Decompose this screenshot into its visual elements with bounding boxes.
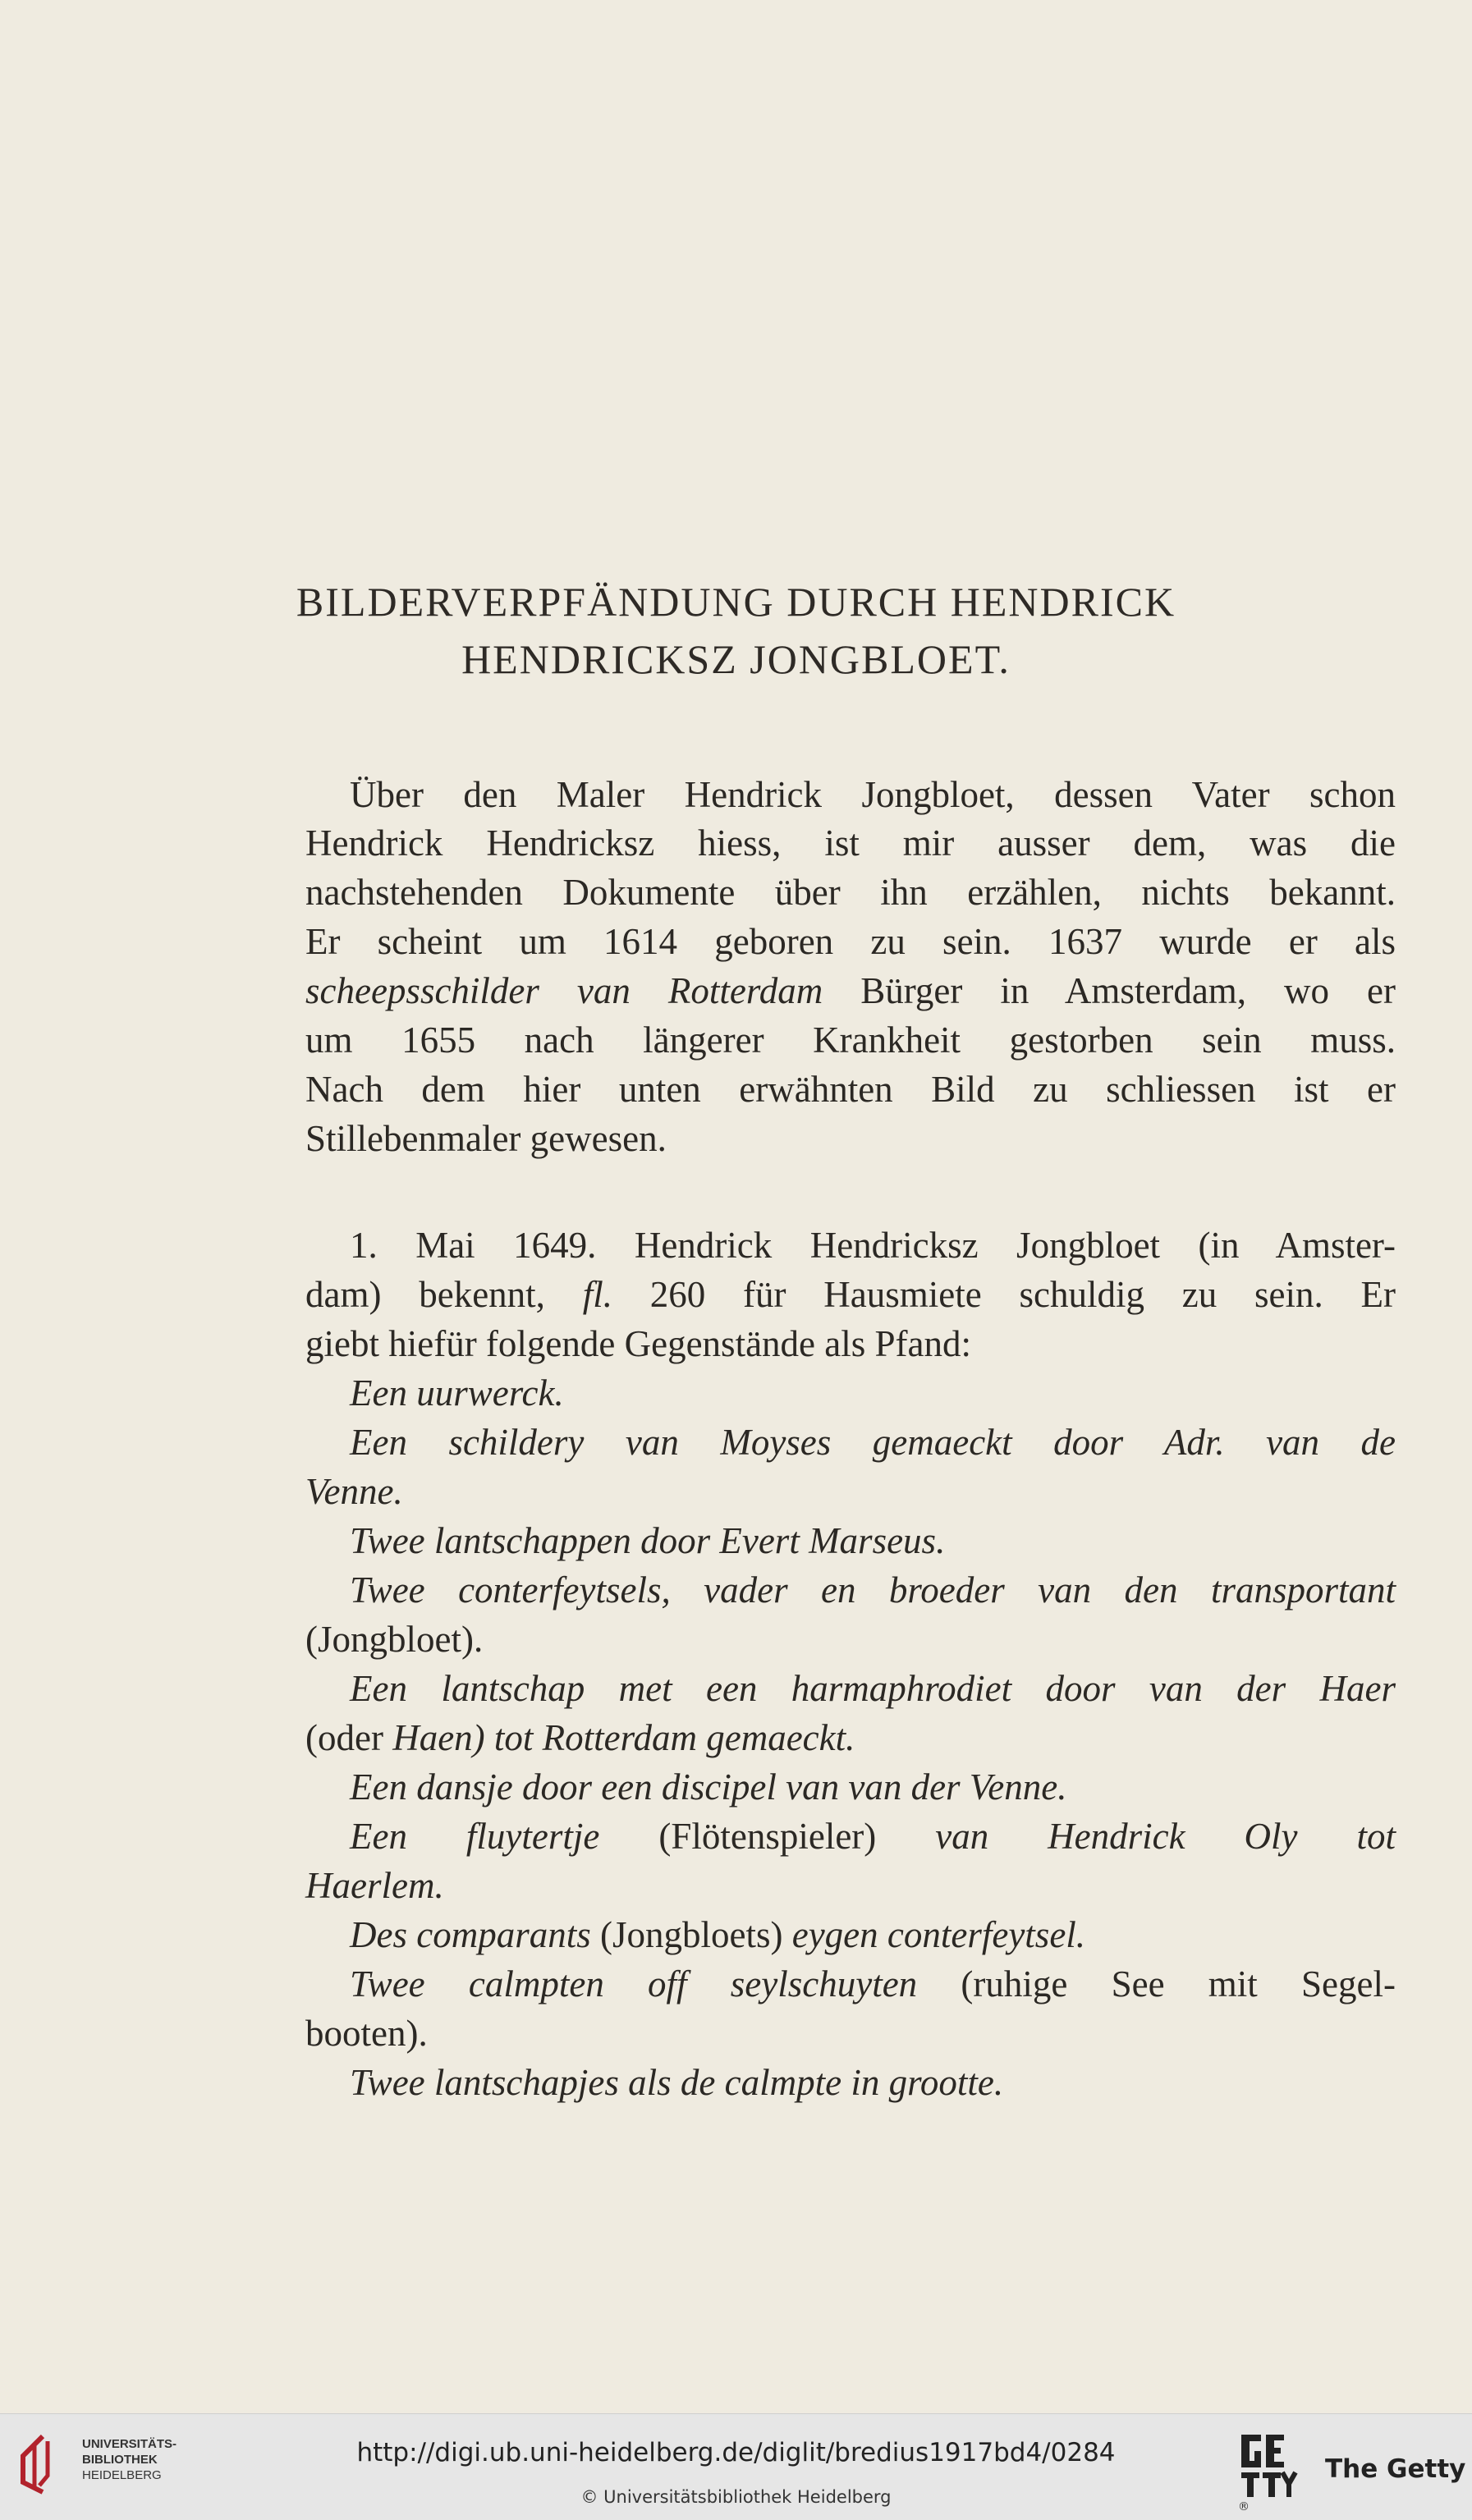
item-text: Haen) — [392, 1717, 485, 1758]
item-line — [305, 1959, 1396, 2009]
ub-name-line: BIBLIOTHEK — [82, 2453, 158, 2467]
para1-line: Er scheint um 1614 geboren zu sein. 1637 wurde er als — [305, 921, 1396, 962]
item-line: (Jongbloet). — [305, 1619, 484, 1660]
item-text: Een fluytertje — [350, 1816, 600, 1857]
title-line-2: HENDRICKSZ JONGBLOET. — [461, 636, 1011, 682]
para1-line: nachstehenden Dokumente über ihn erzählen, nichts bekannt. — [305, 872, 1396, 913]
item-line — [305, 1467, 1396, 1516]
item-text: tot Rotterdam gemaeckt. — [484, 1717, 855, 1758]
item-line — [305, 1713, 1396, 1762]
item-text: Een dansje door een discipel van van der Venne. — [350, 1766, 1067, 1808]
para1-line: Nach dem hier unten erwähnten Bild zu schliessen ist er — [305, 1069, 1396, 1110]
para1-line — [305, 966, 1396, 1015]
title-line-1: BILDERVERPFÄNDUNG DURCH HENDRICK — [296, 579, 1176, 625]
item-text: Een lantschap met een harmaphrodiet door van der Haer — [350, 1668, 1396, 1709]
registered-mark: ® — [1238, 2500, 1250, 2513]
item-line — [305, 1910, 1396, 1959]
para1-text: Bürger in Amsterdam, wo er — [823, 970, 1396, 1011]
item-text: Twee lantschappen door Evert Marseus. — [350, 1520, 946, 1561]
item-text: Haerlem. — [305, 1865, 444, 1906]
para2-text: 260 für Hausmiete schuldig zu sein. Er — [612, 1274, 1396, 1315]
item-line — [305, 1565, 1396, 1615]
italic-phrase: fl. — [582, 1274, 612, 1315]
item-text: Venne. — [305, 1471, 403, 1512]
item-line: booten). — [305, 2013, 428, 2054]
item-line — [305, 2058, 1396, 2107]
item-text: Twee lantschapjes als de calmpte in grootte. — [350, 2062, 1004, 2103]
item-line — [305, 1664, 1396, 1713]
para1-line: Über den Maler Hendrick Jongbloet, dessen Vater schon — [350, 774, 1396, 815]
permalink-url[interactable]: http://digi.ub.uni-heidelberg.de/diglit/bredius1917bd4/0284 — [356, 2438, 1116, 2467]
getty-logo-icon — [1240, 2431, 1302, 2500]
item-line — [305, 1418, 1396, 1467]
getty-name: The Getty — [1325, 2454, 1466, 2484]
item-text: eygen conterfeytsel. — [791, 1914, 1086, 1955]
item-line — [305, 1516, 1396, 1565]
item-text: van Hendrick Oly tot — [935, 1816, 1396, 1857]
ub-name-line: HEIDELBERG — [82, 2468, 162, 2482]
para2-line — [305, 1270, 1396, 1319]
item-text: (Flötenspieler) — [599, 1816, 936, 1857]
ub-name-line: UNIVERSITÄTS- — [82, 2437, 177, 2451]
copyright-notice: © Universitätsbibliothek Heidelberg — [580, 2487, 892, 2507]
item-text: (Jongbloets) — [590, 1914, 792, 1955]
item-line — [305, 1861, 1396, 1910]
item-text: Des comparants — [350, 1914, 591, 1955]
para1-line: Stillebenmaler gewesen. — [305, 1118, 667, 1159]
item-text: (oder — [305, 1717, 393, 1758]
para2-line: giebt hiefür folgende Gegenstände als Pfand: — [305, 1323, 971, 1364]
item-text: Een schildery van Moyses gemaeckt door Adr. van de — [350, 1422, 1396, 1463]
item-text: (ruhige See mit Segel- — [917, 1963, 1396, 2005]
item-text: Twee conterfeytsels, vader en broeder van den transportant — [350, 1569, 1396, 1611]
italic-phrase: scheepsschilder van Rotterdam — [305, 970, 823, 1011]
para2-line: 1. Mai 1649. Hendrick Hendricksz Jongbloet (in Amster- — [350, 1225, 1396, 1266]
para1-line: Hendrick Hendricksz hiess, ist mir ausser dem, was die — [305, 822, 1396, 864]
item-text: Een uurwerck. — [350, 1372, 564, 1413]
item-line — [305, 1368, 1396, 1418]
item-line — [305, 1812, 1396, 1861]
para2-text: dam) bekennt, — [305, 1274, 583, 1315]
para1-line: um 1655 nach längerer Krankheit gestorben sein muss. — [305, 1019, 1396, 1061]
item-text: Twee calmpten off seylschuyten — [350, 1963, 918, 2005]
item-line — [305, 1762, 1396, 1812]
